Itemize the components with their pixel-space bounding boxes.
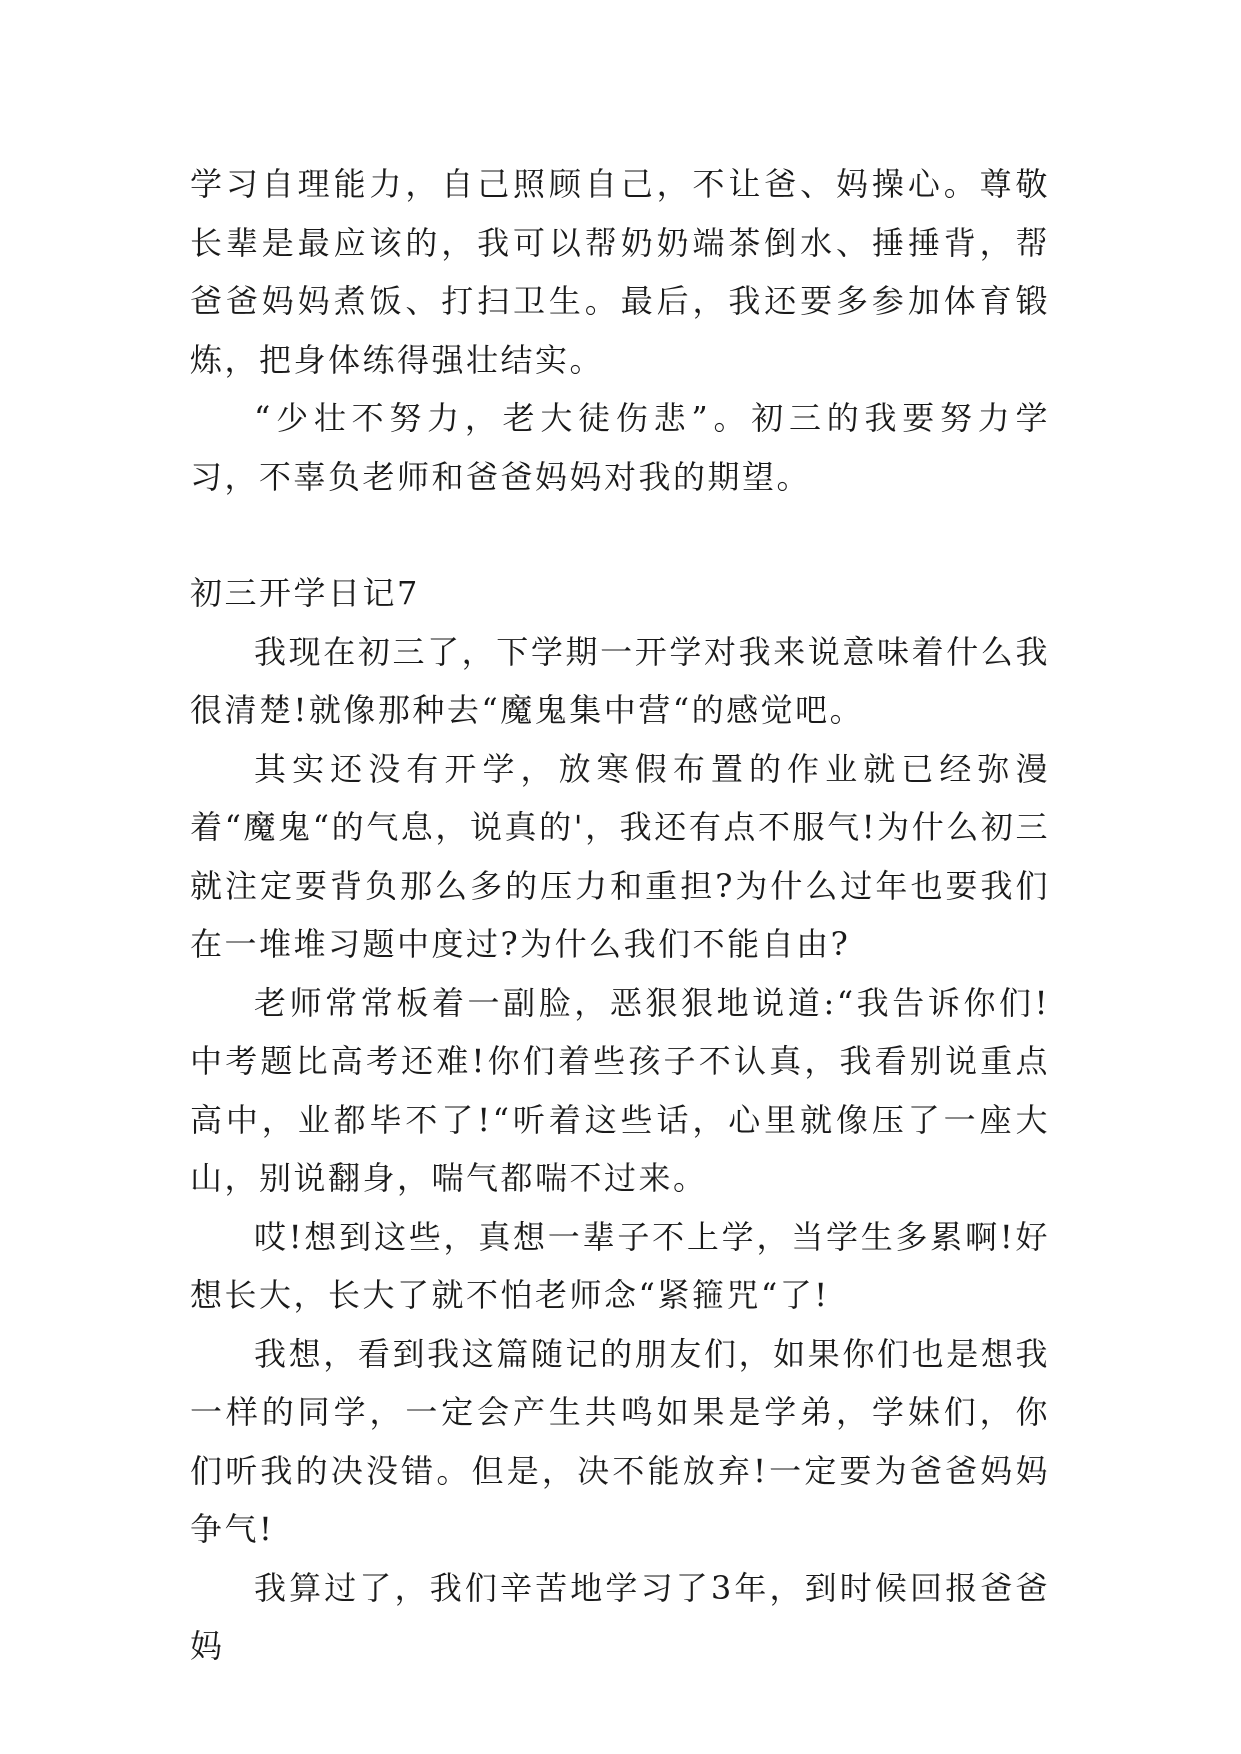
paragraph-3: 老师常常板着一副脸，恶狠狠地说道:“我告诉你们!中考题比高考还难!你们着些孩子不认真，我看别说重点高中，业都毕不了!“听着这些话，心里就像压了一座大山，别说翻身，喘气都喘不过来。 — [190, 983, 1050, 1197]
paragraph-continued: 学习自理能力，自己照顾自己，不让爸、妈操心。尊敬长辈是最应该的，我可以帮奶奶端茶倒水、捶捶背，帮爸爸妈妈煮饭、打扫卫生。最后，我还要多参加体育锻炼，把身体练得强壮结实。 — [190, 165, 1050, 379]
paragraph-4: 哎!想到这些，真想一辈子不上学，当学生多累啊!好想长大，长大了就不怕老师念“紧箍咒“了! — [190, 1217, 1050, 1314]
paragraph-quote-closing: “少壮不努力，老大徒伤悲”。初三的我要努力学习，不辜负老师和爸爸妈妈对我的期望。 — [190, 399, 1050, 496]
paragraph-6: 我算过了，我们辛苦地学习了3年，到时候回报爸爸妈 — [190, 1568, 1050, 1665]
section-title: 初三开学日记7 — [190, 574, 420, 612]
paragraph-2: 其实还没有开学，放寒假布置的作业就已经弥漫着“魔鬼“的气息，说真的'，我还有点不服气!为什么初三就注定要背负那么多的压力和重担?为什么过年也要我们在一堆堆习题中度过?为什么我们不能自由? — [190, 749, 1050, 963]
paragraph-5: 我想，看到我这篇随记的朋友们，如果你们也是想我一样的同学，一定会产生共鸣如果是学弟，学妹们，你们听我的决没错。但是，决不能放弃!一定要为爸爸妈妈争气! — [190, 1334, 1050, 1548]
paragraph-1: 我现在初三了，下学期一开学对我来说意味着什么我很清楚!就像那种去“魔鬼集中营“的感觉吧。 — [190, 632, 1050, 729]
document-body — [190, 155, 1050, 1676]
